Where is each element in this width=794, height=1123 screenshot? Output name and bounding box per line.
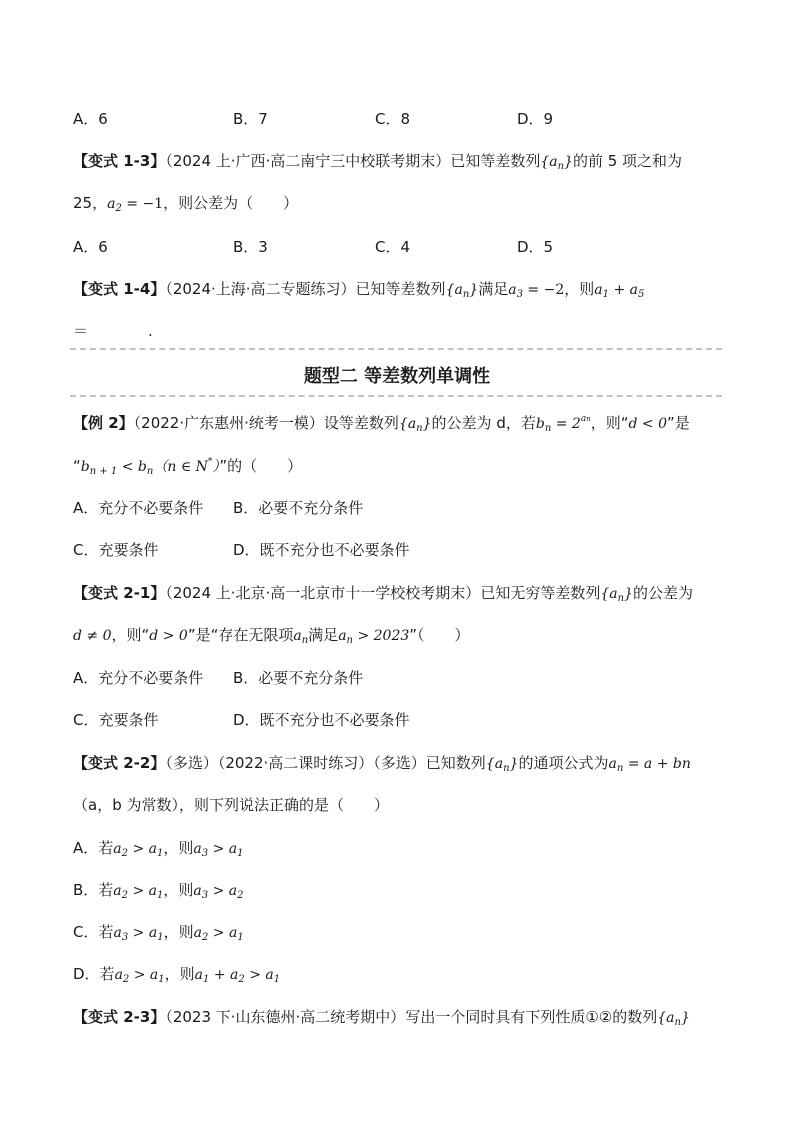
question-text: 的公差为 [632, 584, 693, 602]
math-seq-an: $\{a_n\}$ [445, 282, 479, 300]
question-source: （2024·上海·高二专题练习） [165, 280, 356, 298]
option-b [73, 879, 244, 901]
math-a2: $a_2$ [107, 196, 122, 214]
math-eq: = −2 [522, 282, 565, 298]
question-variant-2-3 [73, 1006, 690, 1028]
question-text: ”是 [667, 414, 690, 432]
math-an-formula: $a_n = a$ + bn [608, 756, 691, 774]
question-text: 的通项公式为 [518, 754, 609, 772]
math-condition: $a_3 > a_1$ [113, 925, 164, 943]
question-text: （a，b 为常数），则下列说法正确的是（ ） [73, 796, 389, 814]
question-source: （2022·广东惠州·统考一模） [133, 414, 324, 432]
math-condition: $a_2 > a_1$ [113, 883, 164, 901]
option-b: B．3 [233, 238, 268, 256]
question-variant-2-2-line2 [73, 794, 389, 815]
math-seq-an: $\{a_n\}$ [485, 756, 519, 774]
math-an: $a_n$ [293, 628, 309, 646]
example-2 [73, 412, 690, 434]
option-d: D．5 [517, 238, 554, 256]
math-bn-def: $b_n = 2^{an}$ [535, 414, 591, 434]
option-b: B．必要不充分条件 [233, 669, 364, 687]
question-text: 满足 [478, 280, 509, 298]
math-d-lt-0: d < 0 [628, 416, 667, 432]
option-b: B．7 [233, 110, 268, 128]
option-a: A．6 [73, 238, 108, 256]
question-text: 写出一个同时具有下列性质①②的数列 [405, 1008, 658, 1026]
math-eq: = −1 [121, 196, 164, 212]
math-a3: $a_3$ [508, 282, 523, 300]
math-conclusion: $a_1 + a_2 > a_1$ [194, 967, 281, 985]
option-c: C．充要条件 [73, 711, 159, 729]
option-a: A．充分不必要条件 [73, 669, 204, 687]
question-variant-1-4-line2 [73, 320, 153, 341]
math-d-gt-0: d > 0 [149, 628, 188, 644]
question-text: ，则 [564, 280, 595, 298]
question-tag: 【变式 1-4】 [73, 280, 166, 298]
question-text: 已知等差数列 [355, 280, 446, 298]
option-label: C．若 [73, 923, 114, 941]
section-divider-top [70, 348, 722, 350]
question-source: （2024 上·广西·高二南宁三中校联考期末） [165, 152, 451, 170]
question-text: 25， [73, 194, 108, 212]
option-d: D．既不充分也不必要条件 [233, 541, 410, 559]
option-c: C．充要条件 [73, 541, 159, 559]
question-text: 已知等差数列 [450, 152, 541, 170]
option-a [73, 837, 243, 859]
question-tag: 【变式 2-2】 [73, 754, 166, 772]
math-an-gt-2023: $a_n > 2023$ [338, 628, 410, 646]
question-tag: 【变式 2-1】 [73, 584, 166, 602]
math-conclusion: $a_3 > a_1$ [193, 841, 244, 859]
option-d [73, 963, 280, 985]
option-c: C．8 [375, 110, 411, 128]
option-b: B．必要不充分条件 [233, 499, 364, 517]
math-condition: $a_2 > a_1$ [114, 967, 165, 985]
option-c [73, 921, 244, 943]
question-text: 已知数列 [425, 754, 486, 772]
option-label: D．若 [73, 965, 115, 983]
question-text: 已知无穷等差数列 [480, 584, 601, 602]
option-d: D．既不充分也不必要条件 [233, 711, 410, 729]
question-text: ”的（ ） [219, 457, 303, 475]
question-text: 的公差为 d，若 [431, 414, 536, 432]
option-a: A．6 [73, 110, 108, 128]
math-seq-an: $\{a_n\}$ [600, 586, 633, 604]
example-2-line2 [73, 455, 302, 477]
question-variant-2-1 [73, 582, 693, 604]
question-text: “ [73, 457, 81, 475]
question-variant-1-3 [73, 150, 682, 172]
question-tag: 【变式 2-3】 [73, 1008, 166, 1026]
question-variant-1-3-line2 [73, 192, 298, 214]
question-variant-1-4 [73, 278, 644, 300]
option-a: A．充分不必要条件 [73, 499, 204, 517]
question-variant-2-2 [73, 752, 691, 774]
math-d-ne-0: d ≠ 0 [73, 628, 112, 644]
option-then: ，则 [164, 965, 195, 983]
answer-blank: ＝ . [73, 322, 153, 340]
question-text: 满足 [308, 626, 339, 644]
question-source: （2023 下·山东德州·高二统考期中） [165, 1008, 406, 1026]
math-condition: $a_2 > a_1$ [113, 841, 164, 859]
question-variant-2-1-line2 [73, 624, 470, 646]
option-label: A．若 [73, 839, 114, 857]
question-text: ，则公差为（ ） [163, 194, 299, 212]
option-then: ，则 [163, 881, 194, 899]
question-text: 的前 5 项之和为 [572, 152, 683, 170]
section-divider-bottom [70, 395, 722, 397]
question-text: 设等差数列 [323, 414, 399, 432]
math-seq-an: $\{a_n\}$ [657, 1010, 690, 1028]
question-text: ”（ ） [409, 626, 470, 644]
option-d: D．9 [517, 110, 554, 128]
option-label: B．若 [73, 881, 114, 899]
option-c: C．4 [375, 238, 411, 256]
question-tag: 【例 2】 [73, 414, 134, 432]
option-then: ，则 [163, 923, 194, 941]
question-source: （多选）（2022·高二课时练习）（多选） [165, 754, 426, 772]
question-tag: 【变式 1-3】 [73, 152, 166, 170]
math-a1-plus-a5: $a_1 + a_5$ [594, 282, 645, 300]
math-conclusion: $a_3 > a_2$ [193, 883, 244, 901]
section-title: 题型二 等差数列单调性 [303, 366, 491, 387]
math-seq-an: $\{a_n\}$ [540, 154, 573, 172]
math-seq-an: $\{a_n\}$ [398, 416, 432, 434]
question-text: ，则“ [590, 414, 629, 432]
question-source: （2024 上·北京·高一北京市十一学校校考期末） [165, 584, 481, 602]
option-then: ，则 [163, 839, 194, 857]
math-bn-decreasing: $b_{n + 1} < b_n(n$ ∈ N*） [80, 457, 220, 477]
math-conclusion: $a_2 > a_1$ [193, 925, 244, 943]
question-text: ”是“存在无限项 [187, 626, 294, 644]
question-text: ，则“ [111, 626, 150, 644]
